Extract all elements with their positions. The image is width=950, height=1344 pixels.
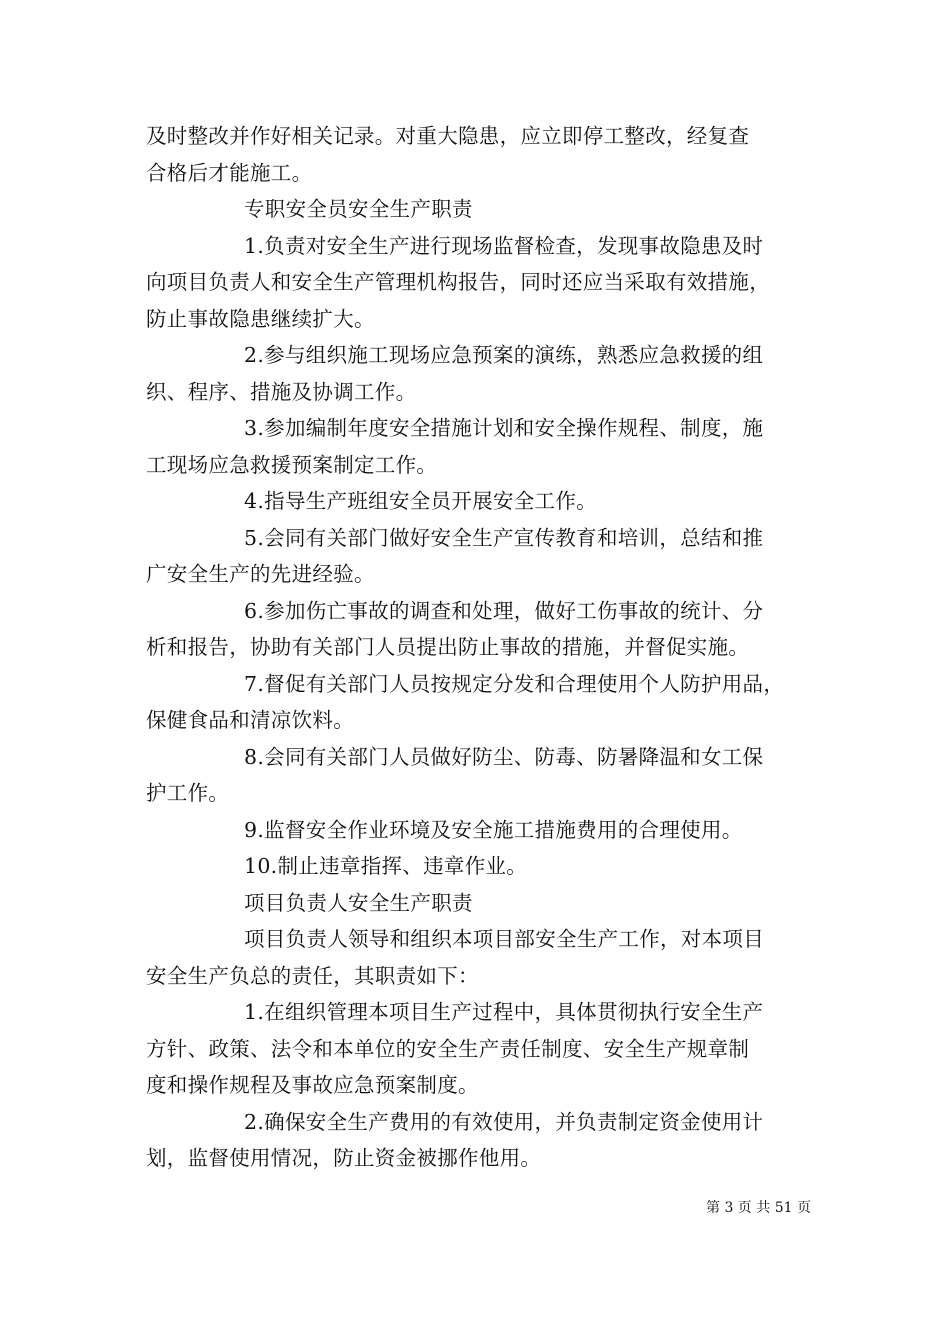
text-line: 项目负责人领导和组织本项目部安全生产工作，对本项目 [244, 927, 764, 951]
text-line: 保健食品和清凉饮料。 [146, 708, 354, 732]
text-line: 3.参加编制年度安全措施计划和安全操作规程、制度，施 [244, 416, 764, 440]
text-line: 度和操作规程及事故应急预案制度。 [146, 1073, 479, 1097]
text-line: 7.督促有关部门人员按规定分发和合理使用个人防护用品， [244, 671, 785, 696]
text-line: 工现场应急救援预案制定工作。 [146, 452, 438, 477]
page-number: 第 3 页 共 51 页 [706, 1200, 811, 1216]
text-line: 6.参加伤亡事故的调查和处理，做好工伤事故的统计、分 [244, 598, 764, 623]
text-line: 方针、政策、法令和本单位的安全生产责任制度、安全生产规章制 [146, 1036, 750, 1061]
text-line: 1.负责对安全生产进行现场监督检查，发现事故隐患及时 [244, 233, 764, 258]
text-line: 织、程序、措施及协调工作。 [146, 379, 417, 404]
document-body [146, 118, 816, 1177]
text-line: 4.指导生产班组安全员开展安全工作。 [244, 489, 597, 513]
text-line: 5.会同有关部门做好安全生产宣传教育和培训，总结和推 [244, 525, 764, 550]
text-line: 护工作。 [146, 781, 230, 805]
text-line: 2.参与组织施工现场应急预案的演练，熟悉应急救援的组 [244, 343, 764, 367]
text-line: 向项目负责人和安全生产管理机构报告，同时还应当采取有效措施， [146, 270, 770, 294]
section-heading: 专职安全员安全生产职责 [244, 197, 473, 221]
section-heading: 项目负责人安全生产职责 [244, 890, 473, 915]
text-line: 1.在组织管理本项目生产过程中，具体贯彻执行安全生产 [244, 1000, 764, 1024]
text-line: 防止事故隐患继续扩大。 [146, 306, 375, 331]
text-line: 安全生产负总的责任，其职责如下： [146, 963, 479, 988]
text-line: 9.监督安全作业环境及安全施工措施费用的合理使用。 [244, 817, 743, 842]
text-line: 2.确保安全生产费用的有效使用，并负责制定资金使用计 [244, 1109, 764, 1134]
text-line: 广安全生产的先进经验。 [146, 562, 375, 586]
text-line: 10.制止违章指挥、违章作业。 [244, 854, 528, 878]
text-line: 析和报告，协助有关部门人员提出防止事故的措施，并督促实施。 [146, 635, 750, 659]
text-line: 划，监督使用情况，防止资金被挪作他用。 [146, 1146, 542, 1170]
text-line: 及时整改并作好相关记录。对重大隐患，应立即停工整改，经复查 [146, 124, 750, 148]
text-line: 8.会同有关部门人员做好防尘、防毒、防暑降温和女工保 [244, 744, 764, 769]
text-line: 合格后才能施工。 [146, 160, 313, 185]
